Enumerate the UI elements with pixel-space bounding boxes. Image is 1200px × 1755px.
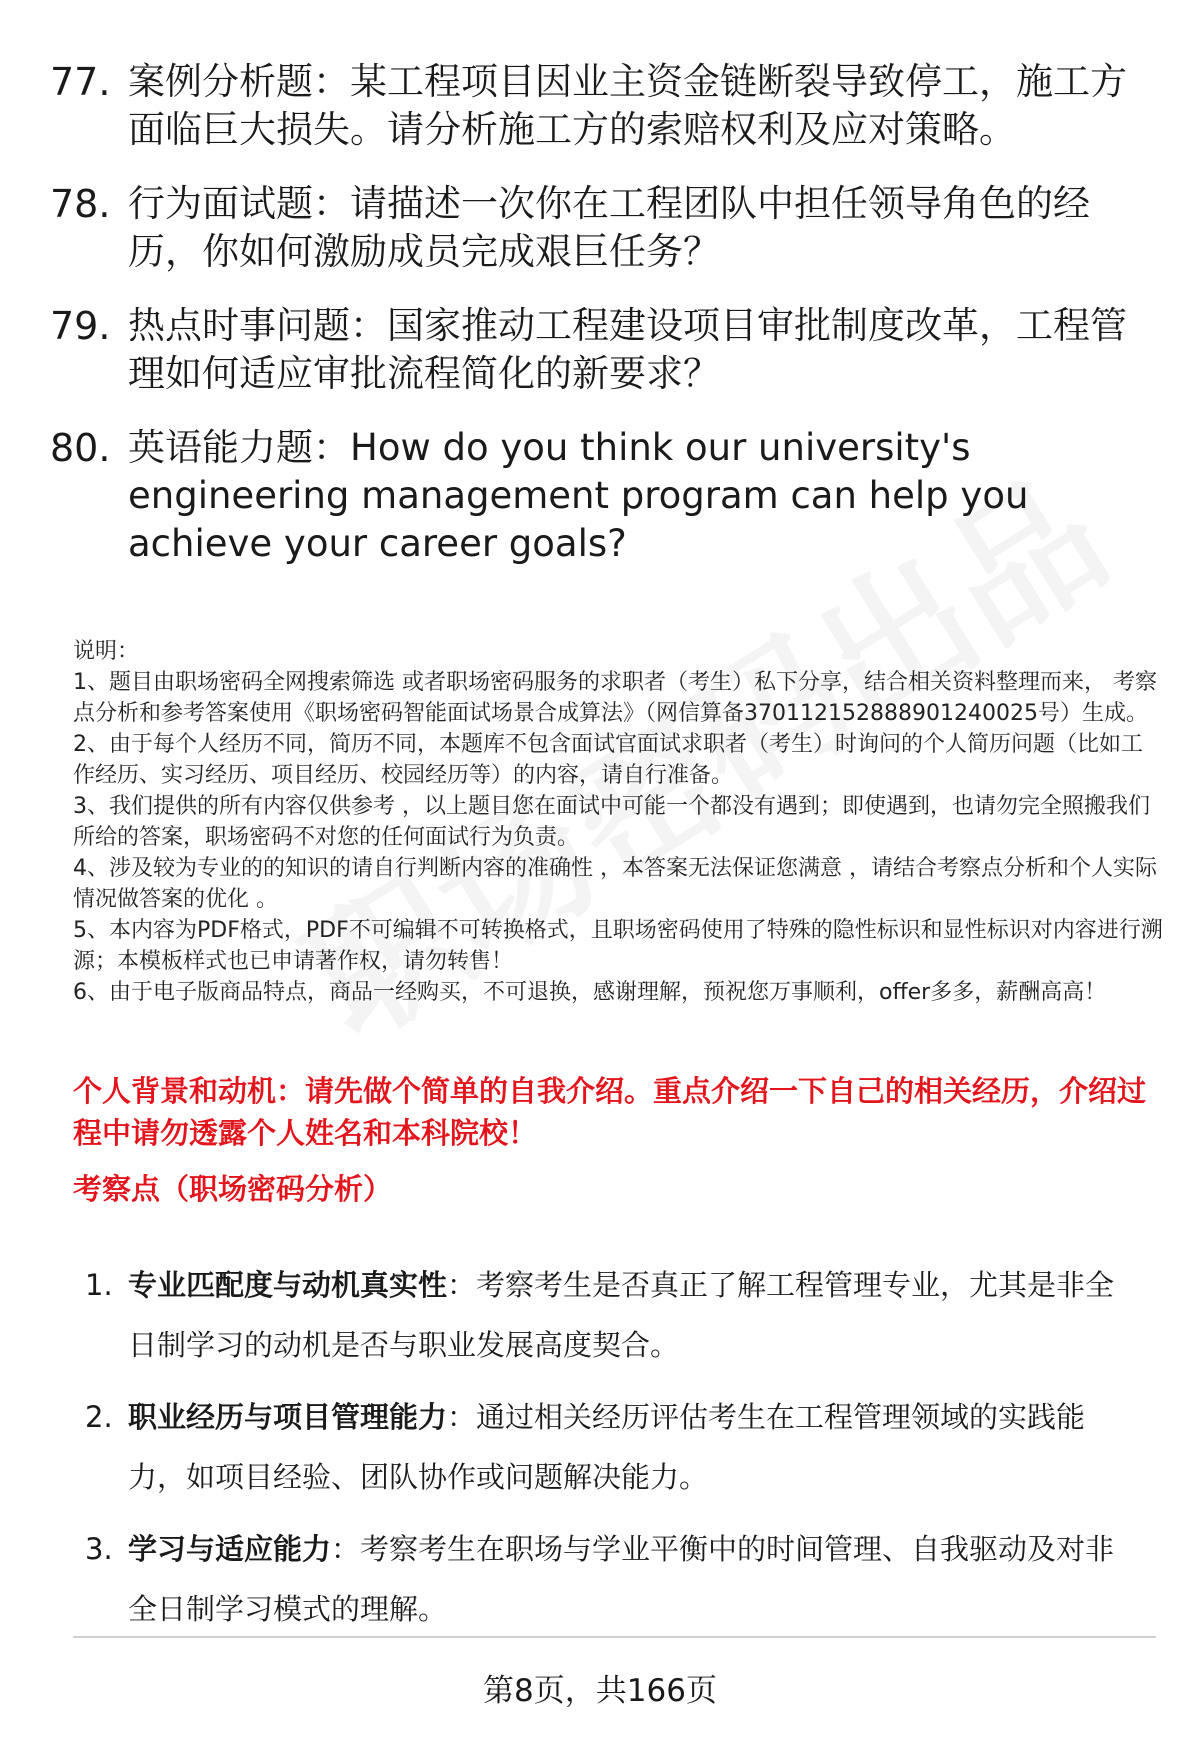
question-text: 行为面试题：请描述一次你在工程团队中担任领导角色的经历，你如何激励成员完成艰巨任务？ bbox=[128, 182, 1090, 273]
analysis-point bbox=[85, 1255, 1150, 1375]
point-title: 专业匹配度与动机真实性 bbox=[128, 1268, 448, 1302]
question-text: 英语能力题：How do you think our university's engineering management program can help you achieve your career goals? bbox=[128, 426, 1029, 565]
point-number: 2. bbox=[85, 1400, 113, 1434]
point-body bbox=[128, 1255, 1143, 1375]
question-item bbox=[50, 58, 1150, 154]
note-item: 6、由于电子版商品特点，商品一经购买，不可退换，感谢理解，预祝您万事顺利，offer多多，薪酬高高！ bbox=[73, 980, 1107, 1005]
point-text: ：通过相关经历评估考生在工程管理领域的实践能力，如项目经验、团队协作或问题解决能力。 bbox=[128, 1400, 1086, 1494]
notes-title: 说明： bbox=[73, 639, 140, 664]
analysis-point bbox=[85, 1387, 1150, 1507]
question-item bbox=[50, 302, 1150, 398]
question-text: 热点时事问题：国家推动工程建设项目审批制度改革，工程管理如何适应审批流程简化的新要求？ bbox=[128, 304, 1127, 395]
footer-divider bbox=[73, 1636, 1156, 1638]
point-number: 3. bbox=[85, 1532, 113, 1566]
question-list bbox=[50, 58, 1150, 594]
point-title: 学习与适应能力 bbox=[128, 1532, 332, 1566]
question-number: 80. bbox=[50, 426, 111, 470]
note-item: 5、本内容为PDF格式，PDF不可编辑不可转换格式，且职场密码使用了特殊的隐性标识和显性标识对内容进行溯源；本模板样式也已申请著作权，请勿转售！ bbox=[73, 918, 1163, 974]
analysis-heading: 考察点（职场密码分析） bbox=[73, 1172, 393, 1206]
question-text: 案例分析题：某工程项目因业主资金链断裂导致停工，施工方面临巨大损失。请分析施工方的索赔权利及应对策略。 bbox=[128, 60, 1127, 151]
note-item: 3、我们提供的所有内容仅供参考 ，以上题目您在面试中可能一个都没有遇到；即使遇到，也请勿完全照搬我们所给的答案，职场密码不对您的任何面试行为负责。 bbox=[73, 794, 1150, 850]
question-item bbox=[50, 424, 1150, 568]
analysis-point bbox=[85, 1519, 1150, 1639]
note-item: 1、题目由职场密码全网搜索筛选 或者职场密码服务的求职者（考生）私下分享，结合相关资料整理而来， 考察点分析和参考答案使用《职场密码智能面试场景合成算法》（网信算备370112152888901240025号）生成。 bbox=[73, 670, 1157, 726]
question-number: 78. bbox=[50, 182, 111, 226]
point-number: 1. bbox=[85, 1268, 113, 1302]
notes-block bbox=[73, 636, 1163, 1008]
analysis-points bbox=[85, 1255, 1150, 1651]
note-item: 4、涉及较为专业的的知识的请自行判断内容的准确性 ，本答案无法保证您满意 ，请结合考察点分析和个人实际情况做答案的优化 。 bbox=[73, 856, 1157, 912]
section-heading: 个人背景和动机：请先做个简单的自我介绍。重点介绍一下自己的相关经历，介绍过程中请勿透露个人姓名和本科院校！ bbox=[73, 1074, 1147, 1150]
point-body bbox=[128, 1519, 1143, 1639]
point-text: ：考察考生是否真正了解工程管理专业，尤其是非全日制学习的动机是否与职业发展高度契合。 bbox=[128, 1268, 1115, 1362]
question-number: 79. bbox=[50, 304, 111, 348]
point-body bbox=[128, 1387, 1143, 1507]
note-item: 2、由于每个人经历不同，简历不同，本题库不包含面试官面试求职者（考生）时询问的个人简历问题（比如工作经历、实习经历、项目经历、校园经历等）的内容，请自行准备。 bbox=[73, 732, 1144, 788]
point-text: ：考察考生在职场与学业平衡中的时间管理、自我驱动及对非全日制学习模式的理解。 bbox=[128, 1532, 1115, 1626]
question-item bbox=[50, 180, 1150, 276]
page-footer: 第8页，共166页 bbox=[483, 1673, 717, 1709]
question-number: 77. bbox=[50, 60, 111, 104]
point-title: 职业经历与项目管理能力 bbox=[128, 1400, 448, 1434]
